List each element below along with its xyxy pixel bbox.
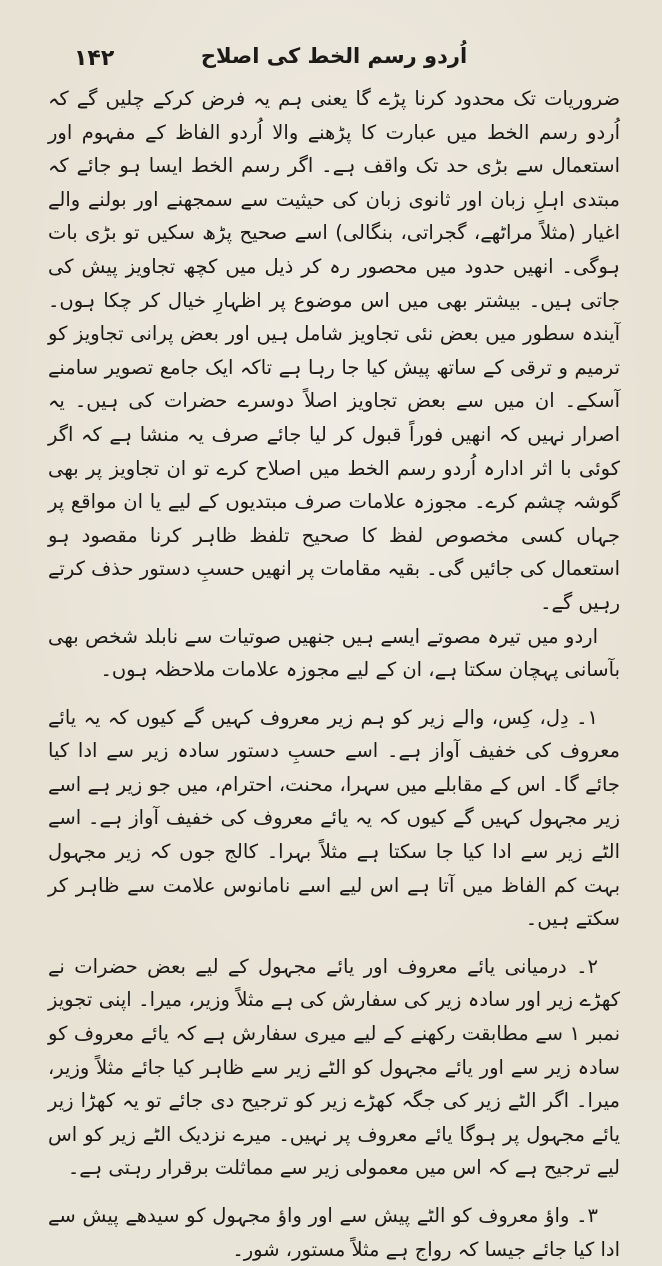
list-item-1: ۱۔ دِل، کِس، والے زیر کو ہم زیر معروف کہیں گے کیوں کہ یہ یائے معروف کی خفیف آواز ہے۔ اسے حسبِ دستور سادہ زیر سے ادا کیا جائے گا۔ اس کے مقابلے میں سہرا، محنت، احترام، میں جو زیر ہے اسے زیر مجہول کہیں گے کیوں کہ یہ یائے معروف کی خفیف آواز ہے۔ اسے الٹے زیر سے ادا کیا جا سکتا ہے مثلاً بہرا۔ کالج جوں کہ زیر مجہول بہت کم الفاظ میں آتا ہے اس لیے اسے نامانوس علامت سے ظاہر کر سکتے ہیں۔ <box>48 705 620 931</box>
page-number: ۱۴۲ <box>74 46 115 71</box>
list-item-3: ۳۔ واؤ معروف کو الٹے پیش سے اور واؤ مجہول کو سیدھے پیش سے ادا کیا جائے جیسا کہ رواج ہے مثلاً مستور، شور۔ <box>48 1204 620 1261</box>
paragraph-gap <box>48 936 620 950</box>
paragraph-intro: ضروریات تک محدود کرنا پڑے گا یعنی ہم یہ فرض کرکے چلیں گے کہ اُردو رسم الخط میں عبارت کا پڑھنے والا اُردو الفاظ کے مفہوم اور استعمال سے بڑی حد تک واقف ہے۔ اگر رسم الخط ایسا ہو جائے کہ مبتدی اہلِ زبان اور ثانوی زبان کی حیثیت سے سمجھنے اور بولنے والے اغیار (مثلاً مراٹھے، گجراتی، بنگالی) اسے صحیح پڑھ سکیں تو بڑی بات ہوگی۔ انھیں حدود میں محصور رہ کر ذیل میں کچھ تجاویز پیش کی جاتی ہیں۔ بیشتر بھی میں اس موضوع پر اظہارِ خیال کر چکا ہوں۔ آیندہ سطور میں بعض نئی تجاویز شامل ہیں اور بعض پرانی تجاویز کو ترمیم و ترقی کے ساتھ پیش کیا جا رہا ہے تاکہ ایک جامع تصویر سامنے آسکے۔ ان میں سے بعض تجاویز اصلاً دوسرے حضرات کی ہیں۔ یہ اصرار نہیں کہ انھیں فوراً قبول کر لیا جائے صرف یہ منشا ہے کہ اگر کوئی با اثر ادارہ اُردو رسم الخط میں اصلاح کرے تو ان تجاویز پر بھی گوشہ چشم کرے۔ مجوزہ علامات صرف مبتدیوں کے لیے یا ان مواقع پر جہاں کسی مخصوص لفظ کا صحیح تلفظ ظاہر کرنا مقصود ہو استعمال کی جائیں گی۔ بقیہ مقامات پر انھیں حسبِ دستور حذف کرتے رہیں گے۔ <box>47 87 620 614</box>
list-item-2: ۲۔ درمیانی یائے معروف اور یائے مجہول کے لیے بعض حضرات نے کھڑے زیر اور سادہ زیر کی سفارش کی ہے مثلاً وزیر، میرا۔ اپنی تجویز نمبر ۱ سے مطابقت رکھنے کے لیے میری سفارش ہے کہ یائے معروف کو سادہ زیر سے اور یائے مجہول کو الٹے زیر سے ظاہر کیا جائے مثلاً وزیر، میرا۔ اگر الٹے زیر کی جگہ کھڑے زیر کو ترجیح دی جائے تو یہ کھڑا زیر یائے مجہول پر ہوگا یائے معروف پر نہیں۔ میرے نزدیک الٹے زیر کو اس لیے ترجیح ہے کہ اس میں معمولی زیر سے مماثلت برقرار رہتی ہے۔ <box>48 954 621 1180</box>
paragraph-gap <box>48 1185 620 1199</box>
running-head: اُردو رسم الخط کی اصلاح <box>200 44 468 68</box>
paragraph-gap <box>48 687 620 701</box>
body-text <box>48 82 620 1266</box>
paragraph-vowels: اردو میں تیرہ مصوتے ایسے ہیں جنھیں صوتیات سے نابلد شخص بھی بآسانی پہچان سکتا ہے، ان کے لیے مجوزہ علامات ملاحظہ ہوں۔ <box>48 624 620 682</box>
page-header <box>48 40 620 82</box>
